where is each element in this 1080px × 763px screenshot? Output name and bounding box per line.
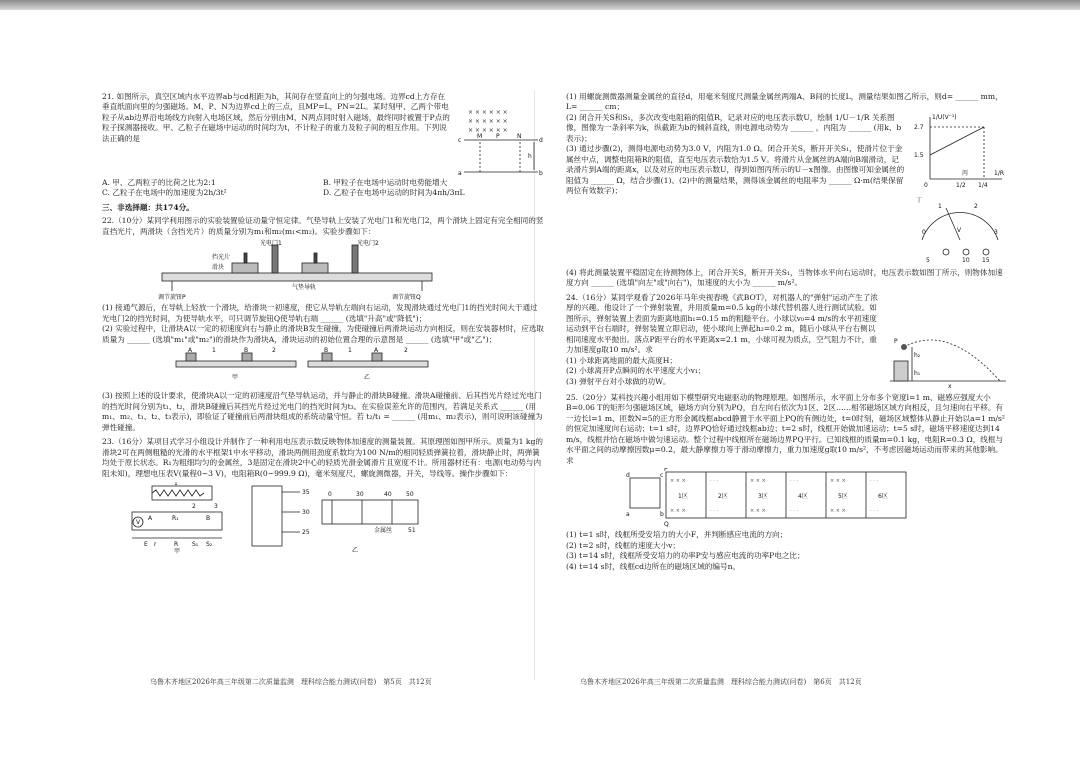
meter-label: 1: [938, 203, 942, 211]
fig-label: 甲: [232, 374, 239, 382]
q23-graph-bing: [912, 113, 1008, 191]
q23-voltmeter-ding: [912, 194, 1008, 264]
fig-label: r: [154, 540, 157, 548]
svg-text:· · ·: · · ·: [790, 478, 798, 485]
tick-label: 2.7: [914, 123, 924, 131]
fig-label: 挡光片: [212, 254, 231, 262]
fig-label: S₁: [192, 540, 199, 548]
fig-label: R: [174, 540, 179, 548]
fig-label: A: [188, 347, 193, 355]
page-5: [102, 92, 544, 692]
q25-part1: (1) t=1 s时，线框所受安培力的大小F，并判断感应电流的方向；: [566, 530, 788, 540]
section-heading: 三、非选择题：共174分。: [102, 202, 194, 212]
fig-label: 2: [272, 347, 276, 355]
q22-figure-airtrack: [152, 239, 452, 301]
q24-part1: (1) 小球距离地面的最大高度H；: [566, 355, 677, 365]
fig-label: 调节旋钮P: [158, 294, 186, 302]
question-24: [566, 293, 1008, 389]
question-22: [102, 216, 544, 433]
fig-label: 2区: [718, 493, 728, 501]
fig-label: V: [136, 518, 141, 526]
fig-label: A: [148, 514, 153, 522]
fig-label: x: [948, 382, 952, 389]
fig-label: 2: [404, 347, 408, 355]
fig-label: h₁: [914, 369, 921, 377]
svg-text:× × ×: × × ×: [830, 478, 846, 485]
q23-part1: (1) 用螺旋测微器测量金属丝的直径d，用毫米刻度尺测量金属丝两端A、B间的长度L，测量结果如图乙所示，则d= ______ mm，L= ______ cm；: [566, 92, 1003, 112]
fig-label: 3区: [758, 493, 768, 501]
fig-label: 金属丝: [374, 526, 393, 534]
q23-part3: (3) 通过步骤(2)，测得电源电动势为3.0 V，内阻为1.0 Ω。闭合开关S，断开开关S₁，使滑片位于金属丝中点，调整电阻箱R的阻值，直至电压表示数恰为1.5 V。将滑片从金属丝的A端向B端滑动，记录滑片到A端的距离x，以及对应的电压表示数U，得到如图丙所示的U－x图像。由图像可知金属丝的阻值为 ______ Ω，结合步骤(1)、(2)中的测量结果，测得该金属丝的电阻率为 ______ Ω·m(结果保留两位有效数字)；: [566, 144, 905, 196]
fig-label: P: [894, 337, 898, 345]
meter-label: 2: [974, 203, 978, 211]
q21-text: 21. 如图所示，真空区域内水平边界ab与cd相距为h，其间存在竖直向上的匀强电场。边界cd上方存在垂直纸面向里的匀强磁场。M、P、N为边界cd上的三点，且MP=L，PN=2L。某时刻甲、乙两个带电粒子从ab边界沿电场线方向射入电场区域，然后分别由M、N两点同时射入磁场，最终同时被置于P点的粒子探测器接收。甲、乙粒子在磁场中运动的时间均为t，不计粒子的重力及粒子间的相互作用。下列说法正确的是: [102, 92, 450, 143]
q24-part3: (3) 弹射平台对小球做的功W。: [566, 376, 671, 386]
q22-part2: (2) 实验过程中，让滑块A以一定的初速度向右与静止的滑块B发生碰撞，为使碰撞后两滑块运动方向相反，则在安装器材时，应选取质量为 ______ (选填"m₁"或"m₂")的滑块作为滑块A，滑块运动的初始位置合理的示意图是 ______ (选填"甲"或"乙")；: [102, 324, 544, 344]
q25-part2: (2) t=2 s时，线框的速度大小v；: [566, 540, 680, 550]
q21-options: [102, 178, 544, 199]
fig-label: M: [477, 133, 483, 140]
fig-label: 50: [406, 490, 414, 498]
fig-label: 2: [192, 502, 196, 510]
fig-label: c: [660, 472, 664, 480]
tick-label: 0: [924, 181, 928, 189]
fig-label: 1区: [678, 493, 688, 501]
meter-label: 0: [922, 229, 926, 237]
q21-figure: [458, 106, 544, 178]
question-23-continued: [566, 92, 1008, 289]
fig-label: 乙: [364, 374, 371, 382]
axis-label: 1/U(V⁻¹): [932, 113, 957, 121]
fig-caption: 丁: [916, 197, 923, 205]
svg-text:× × ×: × × ×: [750, 478, 766, 485]
svg-text:· · ·: · · ·: [870, 478, 878, 485]
svg-text:· · ·: · · ·: [870, 508, 878, 515]
fig-label: B: [324, 347, 329, 355]
q23-part2: (2) 闭合开关S和S₁，多次改变电阻箱的阻值R，记录对应的电压表示数U，绘制 1/U－1/R 关系图像，图像为一条斜率为k，纵截距为b的倾斜直线，则电源电动势为 ______ ，内阻为 ______ (用k、b表示)；: [566, 112, 902, 143]
q22-text: 22.（10分）某同学利用图示的实验装置验证动量守恒定律。气垫导轨上安装了光电门1和光电门2，两个滑块上固定有完全相同的竖直挡光片，两滑块（含挡光片）的质量分别为m₁和m₂(m₁<m₂)。实验步骤如下：: [102, 216, 544, 236]
q25-part4: (4) t=14 s时，线框cd边所在的磁场区域的编号n。: [566, 561, 741, 571]
q23-figures: [122, 482, 422, 554]
q23-part4: (4) 将此测量装置平稳固定在待测物体上，闭合开关S，断开开关S₁，当物体水平向右运动时，电压表示数如图丁所示，则物体加速度方向 ______ (选填"向左"或"向右")，加速度的大小为 ______ m/s²。: [566, 267, 1003, 288]
q24-part2: (2) 小球离开P点瞬间的水平速度大小v₁；: [566, 366, 706, 376]
fig-label: a: [626, 511, 630, 519]
fig-label: 3: [214, 502, 218, 510]
fig-label: P: [664, 468, 668, 474]
fig-label: P: [496, 133, 500, 140]
tick-label: 1/4: [978, 181, 988, 189]
fig-label: 5区: [838, 493, 848, 501]
fig-label: 1: [174, 481, 178, 487]
fig-label: E: [144, 540, 148, 548]
svg-text:× × × × × ×: × × × × × ×: [468, 127, 508, 134]
question-25: [566, 393, 1008, 572]
question-23: [102, 437, 544, 554]
q22-part1: (1) 接通气源后，在导轨上轻放一个滑块，给滑块一初速度，使它从导轨左端向右运动，发现滑块通过光电门1的挡光时间大于通过光电门2的挡光时间，为使导轨水平，可只调节旋钮Q使导轨右端 ______ (选填"升高"或"降低")；: [102, 303, 538, 323]
q22-figure-positions: [172, 347, 432, 389]
fig-caption: 丙: [962, 169, 969, 177]
q24-figure: [888, 329, 1008, 389]
scan-edge: [0, 0, 1080, 10]
fig-label: h₂: [914, 351, 921, 359]
svg-text:× × ×: × × ×: [670, 478, 686, 485]
svg-text:× × × × × ×: × × × × × ×: [468, 118, 508, 125]
option: A. 甲、乙两粒子的比荷之比为2:1: [102, 178, 216, 187]
fig-label: Q: [664, 521, 669, 529]
fig-label: 35: [302, 488, 310, 496]
fig-label: 30: [302, 508, 310, 516]
svg-text:· · ·: · · ·: [710, 478, 718, 485]
svg-text:· · ·: · · ·: [790, 508, 798, 515]
fig-label: c: [458, 137, 462, 144]
page-6: [566, 92, 1008, 692]
fig-label: A: [374, 347, 379, 355]
fig-label: 40: [384, 490, 392, 498]
q23-text: 23.（16分）某项目式学习小组设计并制作了一种利用电压表示数反映物体加速度的测量装置。其原理图如图甲所示。质量为1 kg的滑块2可在两侧粗糙的光滑的水平框架1中水平移动，滑块两侧用劲度系数均为100 N/m的相同轻质弹簧拉着，滑块静止时，两弹簧均处于原长状态。R₁为粗细均匀的金属丝，3是固定在滑块2中心的轻质光滑金属滑片且宽度不计。所用器材还有：电源(电动势与内阻未知)，理想电压表V(量程0~3 V)，电阻箱R(0~999.9 Ω)，毫米刻度尺，螺旋测微器，开关，导线等。操作步骤如下：: [102, 437, 543, 478]
fig-label: R₁: [172, 514, 179, 522]
fig-label: 滑块: [212, 264, 225, 272]
fig-label: d: [539, 137, 543, 144]
fig-label: 30: [356, 490, 364, 498]
meter-label: 5: [926, 257, 930, 265]
meter-label: V: [957, 227, 962, 235]
tick-label: 1/2: [956, 181, 966, 189]
fig-label: b: [539, 170, 543, 177]
fig-label: S₂: [206, 540, 213, 548]
tick-label: 1.5: [914, 151, 924, 159]
q25-part3: (3) t=14 s时，线框所受安培力的功率P安与感应电流的功率P电之比；: [566, 551, 805, 561]
footer-page-5: 乌鲁木齐地区2026年高三年级第二次质量监测 理科综合能力测试(问卷) 第5页 共12页: [150, 678, 432, 686]
fig-label: d: [626, 472, 630, 480]
fig-label: 调节旋钮Q: [392, 294, 421, 302]
svg-text:× × ×: × × ×: [670, 508, 686, 515]
question-21: [102, 92, 544, 199]
q25-text: 25.（20分）某科技兴趣小组用如下模型研究电磁驱动的物理原理。如图所示，水平面上分布多个宽度l=1 m、磁感应强度大小B=0.06 T的矩形匀强磁场区域，磁场方向分别为PQ，自左向右依次为1区、2区……相邻磁场区域方向相反，且匀速向右平移。有一边长l=1 m、匝数N=5的正方形金属线框abcd静置于水平面上PQ的有侧边处，t=0时刻，磁场区域整体从静止开始以a=1 m/s²的恒定加速度向右运动；t=1 s时，边界PQ恰好通过线框ab边；t=2 s时，线框开始做加速运动；t=5 s时，磁场平移速度达到14 m/s，线框并恰在磁场中做匀速运动。整个过程中线框所在磁场边界PQ平行。已知线框的质量m=0.1 kg，电阻R=0.3 Ω，线框与水平面之间的动摩擦因数μ=0.2，最大静摩擦力等于滑动摩擦力，重力加速度g取10 m/s²，不考虑因磁场运动而带来的其他影响。求: [566, 392, 1005, 465]
fig-label: 光电门1: [260, 240, 282, 248]
fig-label: b: [660, 511, 664, 519]
fig-label: N: [517, 133, 522, 140]
fig-label: 光电门2: [357, 240, 379, 248]
svg-text:× × ×: × × ×: [830, 508, 846, 515]
footer-page-6: 乌鲁木齐地区2026年高三年级第二次质量监测 理科综合能力测试(问卷) 第6页 共12页: [580, 678, 862, 686]
fig-label: 6区: [878, 493, 888, 501]
svg-text:× × × × × ×: × × × × × ×: [468, 109, 508, 116]
q22-part3: (3) 按照上述的设计要求，使滑块A以一定的初速度沿气垫导轨运动，并与静止的滑块B碰撞。滑块A碰撞前、后其挡光片经过光电门的挡光时间分别为t₁、t₂，滑块B碰撞后其挡光片经过光电门的挡光时间为t₃。在实验误差允许的范围内，若满足关系式 ______ (用m₁、m₂、t₁、t₂、t₃表示)，即验证了碰撞前后两滑块组成的系统动量守恒。若 t₂/t₁ = ______ (用m₁、m₂表示)，则可说明该碰撞为弹性碰撞。: [102, 391, 543, 432]
fig-label: B: [206, 514, 211, 522]
q25-figure: [626, 468, 916, 528]
fig-label: 乙: [352, 546, 359, 554]
svg-text:× × ×: × × ×: [750, 508, 766, 515]
meter-label: 15: [982, 257, 990, 265]
fig-label: 1: [348, 347, 352, 355]
fig-label: 1: [212, 347, 216, 355]
fig-label: 0: [328, 490, 332, 498]
meter-label: 10: [962, 257, 970, 265]
fig-label: 甲: [174, 547, 181, 554]
fig-label: h: [528, 153, 532, 160]
fig-label: 25: [302, 528, 310, 536]
option: C. 乙粒子在电场中的加速度为2h/3t²: [102, 188, 227, 198]
svg-text:· · ·: · · ·: [710, 508, 718, 515]
option: B. 甲粒子在电场中运动时电势能增大: [323, 178, 448, 187]
option: D. 乙粒子在电场中运动的时间为4πh/3πL: [323, 188, 465, 198]
fig-label: 4区: [798, 493, 808, 501]
q24-text: 24.（16分）某同学观看了2026年马年央视春晚《武BOT》，对机器人的"弹射"运动产生了浓厚的兴趣。他设计了一个弹射装置，并用质量m=0.5 kg的小球代替机器人进行测试试验。如图所示，弹射装置上表面为距离地面h₁=0.15 m的粗糙平台。小球以v₀=4 m/s的水平初速度运动到平台右端时，弹射装置立即启动，使小球向上弹起h₂=0.2 m，随后小球从平台右侧以相同速度水平抛出。落点P距平台的水平距离x=2.1 m，小球可视为质点，空气阻力不计，重力加速度g取10 m/s²。求: [566, 292, 878, 355]
fig-label: B: [244, 347, 249, 355]
axis-label: 1/R: [994, 169, 1005, 177]
fig-label: 51: [408, 526, 416, 534]
fig-label: a: [458, 170, 462, 177]
meter-label: 3: [994, 229, 998, 237]
fig-label: 气垫导轨: [292, 284, 317, 292]
